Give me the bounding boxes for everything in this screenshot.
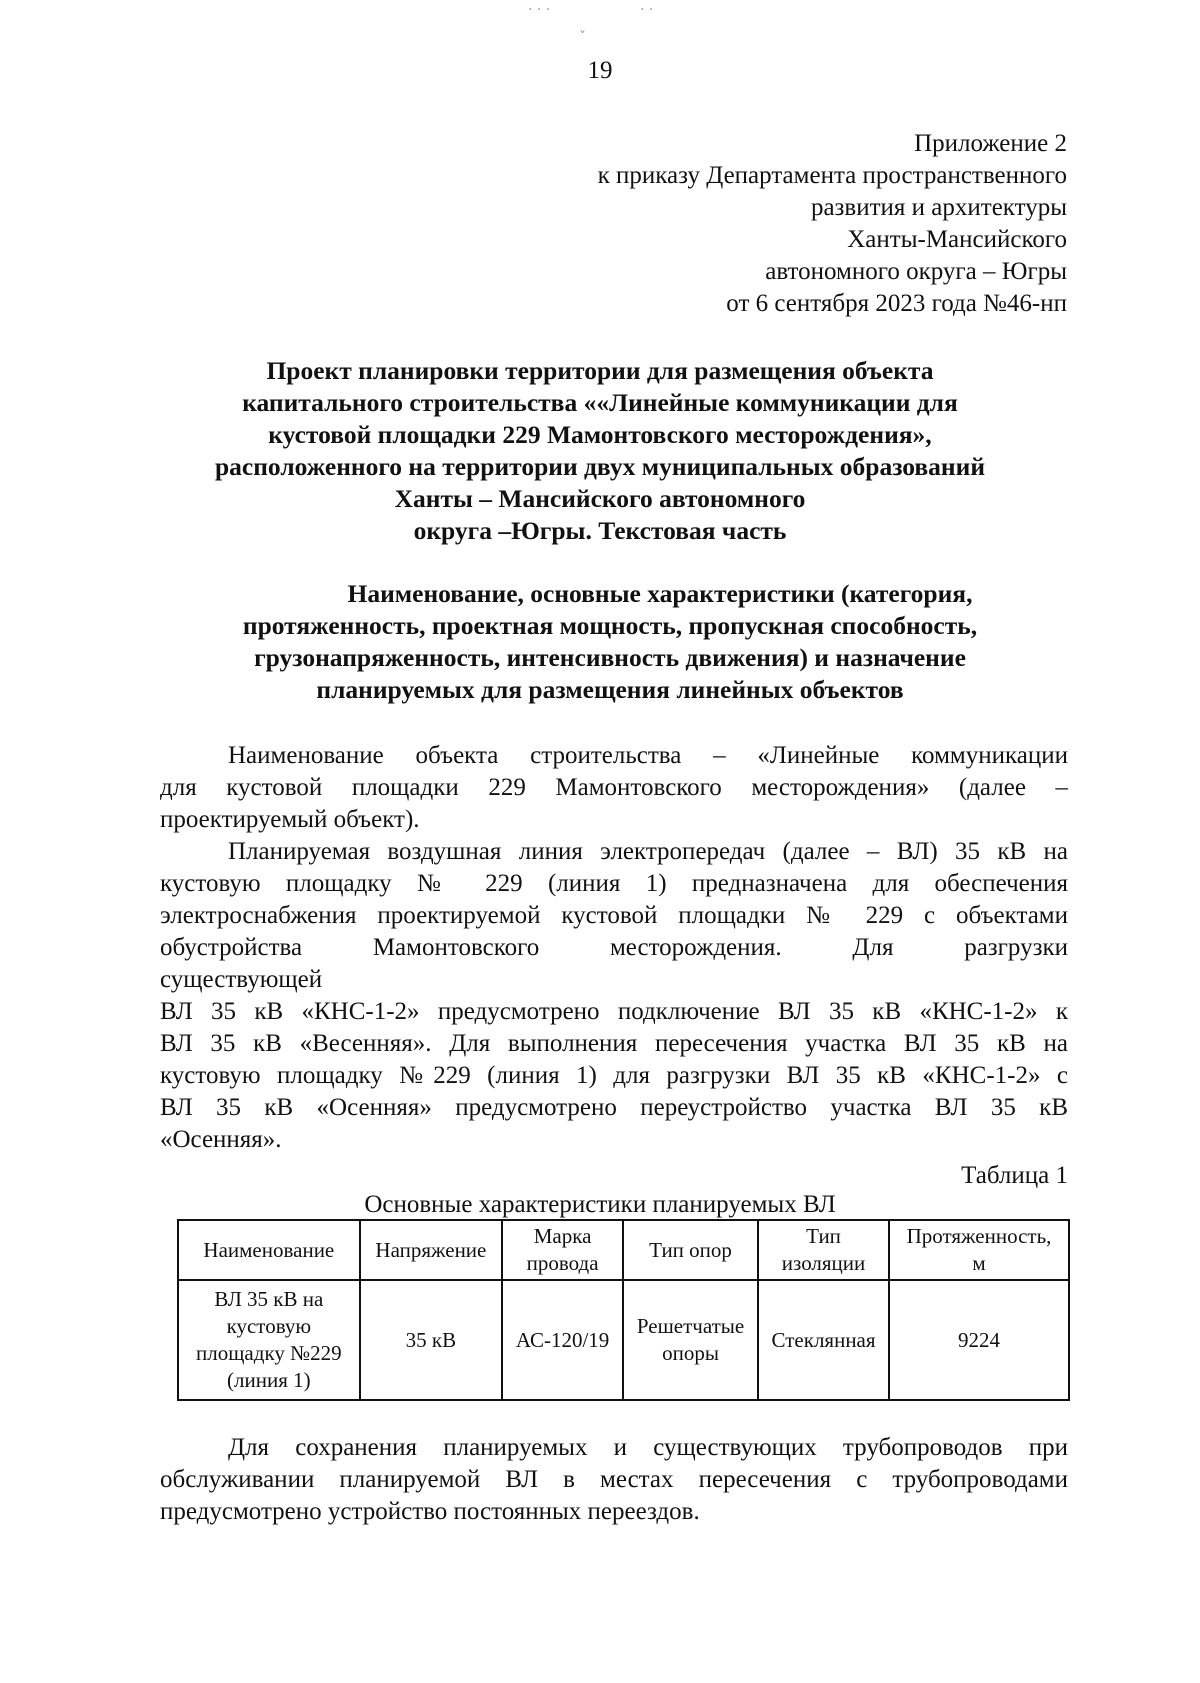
scan-artifact-icon: · ·: [640, 2, 654, 18]
section-title-line: протяженность, проектная мощность, пропускная способность,: [242, 611, 978, 640]
cell-text: АС-120/19: [515, 1327, 610, 1352]
header-text: Марка: [533, 1224, 592, 1248]
page-number: 19: [587, 57, 613, 84]
appendix-header: [507, 128, 1067, 320]
paragraph-line: «Осенняя».: [160, 1126, 282, 1153]
paragraph-line: Наименование объекта строительства – «Линейные коммуникации: [228, 742, 1068, 769]
cell-text: Стеклянная: [771, 1327, 876, 1352]
paragraph-line: обслуживании планируемой ВЛ в местах пересечения с трубопроводами: [160, 1466, 1068, 1493]
cell-wire-grade: [502, 1280, 623, 1400]
cell-text: Решетчатые: [636, 1314, 745, 1338]
paragraph-line: предусмотрено устройство постоянных переездов.: [160, 1498, 700, 1525]
appendix-line: Приложение 2: [914, 130, 1067, 157]
column-header-support-type: [623, 1220, 758, 1280]
table-header-row: [178, 1220, 1069, 1280]
paragraph-line: электроснабжения проектируемой кустовой площадки № 229 с объектами: [160, 902, 1068, 929]
cell-text: (линия 1): [227, 1368, 311, 1392]
document-title-line: кустовой площадки 229 Мамонтовского месторождения»,: [268, 420, 932, 449]
cell-text: 9224: [958, 1327, 1001, 1352]
paragraph-line: существующей: [160, 966, 323, 993]
appendix-line: Ханты-Мансийского: [847, 226, 1067, 253]
column-header-insulation-type: [758, 1220, 889, 1280]
scan-artifact-icon: ˇ: [579, 30, 586, 46]
scan-artifact-icon: · · ·: [528, 2, 551, 18]
column-header-name: [178, 1220, 360, 1280]
section-title: [160, 578, 1060, 706]
characteristics-table: [177, 1219, 1070, 1401]
cell-length: [889, 1280, 1069, 1400]
header-text: Наименование: [203, 1237, 335, 1262]
paragraph-line: ВЛ 35 кВ «Осенняя» предусмотрено переустройство участка ВЛ 35 кВ: [160, 1094, 1068, 1121]
document-title-line: округа –Югры. Текстовая часть: [413, 516, 787, 545]
header-text: Протяженность,: [906, 1224, 1052, 1248]
appendix-line: к приказу Департамента пространственного: [597, 162, 1067, 189]
document-title-line: капитального строительства ««Линейные коммуникации для: [242, 388, 958, 417]
cell-text: опоры: [662, 1341, 719, 1365]
paragraph-line: кустовую площадку № 229 (линия 1) предназначена для обеспечения: [160, 870, 1068, 897]
appendix-line: от 6 сентября 2023 года №46-нп: [726, 290, 1067, 317]
column-header-voltage: [360, 1220, 502, 1280]
cell-text: ВЛ 35 кВ на: [214, 1287, 324, 1311]
paragraph-crossings: [160, 1432, 1068, 1528]
cell-text: кустовую: [226, 1314, 312, 1338]
section-title-line: грузонапряженность, интенсивность движения) и назначение: [254, 643, 966, 672]
document-title-line: Проект планировки территории для размещения объекта: [266, 356, 934, 385]
paragraph-line: обустройства Мамонтовского месторождения. Для разгрузки: [160, 934, 1068, 961]
document-title-line: расположенного на территории двух муниципальных образований: [214, 452, 986, 481]
paragraph-line: Планируемая воздушная линия электропередач (далее – ВЛ) 35 кВ на: [228, 838, 1068, 865]
cell-text: 35 кВ: [405, 1327, 457, 1352]
header-text: Тип: [806, 1224, 841, 1248]
paragraph-line: ВЛ 35 кВ «Весенняя». Для выполнения пересечения участка ВЛ 35 кВ на: [160, 1030, 1068, 1057]
document-title-line: Ханты – Мансийского автономного: [394, 484, 806, 513]
cell-voltage: [360, 1280, 502, 1400]
table-caption: Основные характеристики планируемых ВЛ: [364, 1191, 836, 1218]
paragraph-power-line: [160, 836, 1068, 1156]
appendix-line: автономного округа – Югры: [765, 258, 1067, 285]
document-title: [140, 355, 1060, 547]
cell-insulation-type: [758, 1280, 889, 1400]
paragraph-line: для кустовой площадки 229 Мамонтовского месторождения» (далее –: [160, 774, 1068, 801]
cell-name: [178, 1280, 360, 1400]
paragraph-line: Для сохранения планируемых и существующих трубопроводов при: [228, 1434, 1068, 1461]
header-text: провода: [526, 1251, 599, 1275]
table-number: Таблица 1: [961, 1162, 1068, 1189]
section-title-line: Наименование, основные характеристики (категория,: [347, 579, 973, 608]
appendix-line: развития и архитектуры: [810, 194, 1067, 221]
column-header-wire-grade: [502, 1220, 623, 1280]
header-text: Тип опор: [649, 1237, 732, 1262]
cell-text: площадку №229: [196, 1341, 342, 1365]
paragraph-line: ВЛ 35 кВ «КНС-1-2» предусмотрено подключение ВЛ 35 кВ «КНС-1-2» к: [160, 998, 1068, 1025]
column-header-length: [889, 1220, 1069, 1280]
header-text: м: [972, 1251, 986, 1275]
paragraph-object-name: [160, 740, 1068, 836]
paragraph-line: проектируемый объект).: [160, 806, 420, 833]
header-text: изоляции: [781, 1251, 866, 1275]
section-title-line: планируемых для размещения линейных объектов: [316, 675, 904, 704]
cell-support-type: [623, 1280, 758, 1400]
table-row: [178, 1280, 1069, 1400]
header-text: Напряжение: [375, 1237, 487, 1262]
paragraph-line: кустовую площадку №229 (линия 1) для разгрузки ВЛ 35 кВ «КНС-1-2» с: [160, 1062, 1068, 1089]
